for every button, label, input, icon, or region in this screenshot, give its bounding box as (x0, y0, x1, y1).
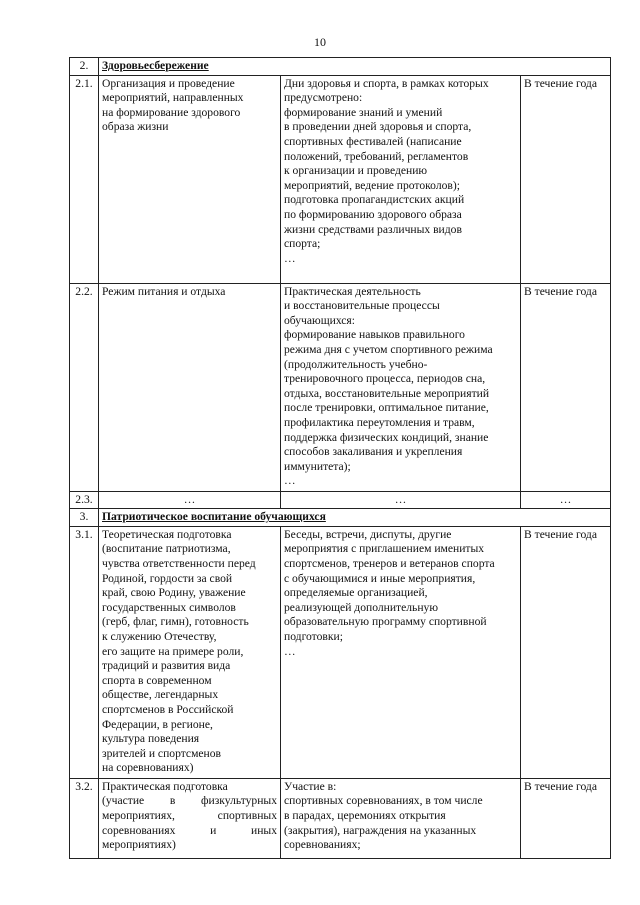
text-line: (герб, флаг, гимн), готовность (102, 615, 249, 629)
text-line: Федерации, в регионе, (102, 717, 213, 731)
section-row-3 (70, 509, 611, 527)
text-line: Режим питания и отдыха (102, 284, 226, 298)
text-line: формирование знаний и умений (284, 105, 443, 119)
activity-name (99, 526, 281, 778)
text-line: Родиной, гордости за свой (102, 571, 233, 585)
activity-term: В течение года (521, 75, 611, 283)
text-line: к организации и проведению (284, 164, 428, 178)
text-line: Беседы, встречи, диспуты, другие (284, 527, 452, 541)
row-number: 2.1. (70, 75, 99, 283)
activity-content (281, 75, 521, 283)
text-line: чувства ответственности перед (102, 556, 256, 570)
section-title: Патриотическое воспитание обучающихся (99, 509, 611, 527)
text-line: спортивных соревнованиях, в том числе (284, 794, 483, 808)
activity-name (99, 283, 281, 491)
text-line: по формированию здорового образа (284, 207, 462, 221)
text-line: после тренировки, оптимальное питание, (284, 401, 489, 415)
text-line: … (284, 474, 296, 488)
text-line: режима дня с учетом спортивного режима (284, 342, 493, 356)
text-line: подготовки; (284, 629, 343, 643)
activity-name: … (99, 491, 281, 509)
text-line: Участие в: (284, 779, 337, 793)
text-line: обучающихся: (284, 313, 355, 327)
table-row-3-2 (70, 778, 611, 858)
row-number: 2.2. (70, 283, 99, 491)
activity-term: … (521, 491, 611, 509)
text-line: на соревнованиях) (102, 761, 194, 775)
text-line: реализующей дополнительную (284, 600, 438, 614)
text-line: образа жизни (102, 120, 169, 134)
text-line: зрителей и спортсменов (102, 746, 222, 760)
text-line: спортивных фестивалей (написание (284, 134, 462, 148)
section-title: Здоровьесбережение (99, 58, 611, 76)
text-line: жизни средствами различных видов (284, 222, 462, 236)
text-line: с обучающимися и иные мероприятия, (284, 571, 476, 585)
text-line: Теоретическая подготовка (102, 527, 232, 541)
text-line: спорта; (284, 237, 321, 251)
text-line: Дни здоровья и спорта, в рамках которых (284, 76, 489, 90)
text-line: мероприятиях, спортивных (102, 808, 277, 822)
row-number: 3. (70, 509, 99, 527)
activity-name (99, 75, 281, 283)
row-number: 3.1. (70, 526, 99, 778)
text-line: способов закаливания и укрепления (284, 445, 463, 459)
text-line: предусмотрено: (284, 91, 363, 105)
activity-name (99, 778, 281, 858)
text-line: профилактика переутомления и травм, (284, 415, 475, 429)
text-line: формирование навыков правильного (284, 328, 465, 342)
text-line: определяемые организацией, (284, 586, 428, 600)
text-line: в парадах, церемониях открытия (284, 808, 446, 822)
text-line: иммунитета); (284, 459, 351, 473)
section-row-2 (70, 58, 611, 76)
text-line: спортсменов в Российской (102, 702, 234, 716)
text-line: (закрытия), награждения на указанных (284, 823, 477, 837)
row-number: 2. (70, 58, 99, 76)
text-line: Практическая подготовка (102, 779, 228, 793)
table-row-2-3 (70, 491, 611, 509)
plan-table (69, 57, 611, 859)
activity-content (281, 283, 521, 491)
text-line: (продолжительность учебно- (284, 357, 428, 371)
activity-term: В течение года (521, 526, 611, 778)
text-line: образовательную программу спортивной (284, 615, 487, 629)
text-line: (воспитание патриотизма, (102, 542, 231, 556)
table-row-2-2 (70, 283, 611, 491)
activity-content: … (281, 491, 521, 509)
text-line: спорта в современном (102, 673, 212, 687)
text-line: соревнованиях и иных (102, 823, 277, 837)
text-line: спортсменов, тренеров и ветеранов спорта (284, 556, 495, 570)
text-line: мероприятий, направленных (102, 91, 244, 105)
text-line: мероприятий, ведение протоколов); (284, 178, 460, 192)
text-line: положений, требований, регламентов (284, 149, 469, 163)
row-number: 2.3. (70, 491, 99, 509)
text-line: (участие в физкультурных (102, 794, 277, 808)
text-line: … (284, 644, 296, 658)
text-line: мероприятия с приглашением именитых (284, 542, 485, 556)
text-line: его защите на примере роли, (102, 644, 244, 658)
activity-term: В течение года (521, 778, 611, 858)
text-line: … (284, 251, 296, 265)
text-line: и восстановительные процессы (284, 299, 440, 313)
text-line: Организация и проведение (102, 76, 235, 90)
text-line: поддержка физических кондиций, знание (284, 430, 489, 444)
text-line: тренировочного процесса, периодов сна, (284, 372, 486, 386)
text-line: государственных символов (102, 600, 236, 614)
text-line: мероприятиях) (102, 838, 176, 852)
text-line: обществе, легендарных (102, 688, 219, 702)
text-line: традиций и развития вида (102, 659, 231, 673)
activity-term: В течение года (521, 283, 611, 491)
activity-content (281, 778, 521, 858)
activity-content (281, 526, 521, 778)
text-line: культура поведения (102, 732, 200, 746)
text-line: соревнованиях; (284, 838, 361, 852)
page-number: 10 (314, 35, 326, 49)
table-row-3-1 (70, 526, 611, 778)
text-line: подготовка пропагандистских акций (284, 193, 465, 207)
text-line: отдыха, восстановительные мероприятий (284, 386, 490, 400)
row-number: 3.2. (70, 778, 99, 858)
text-line: в проведении дней здоровья и спорта, (284, 120, 472, 134)
text-line: Практическая деятельность (284, 284, 421, 298)
text-line: к служению Отечеству, (102, 629, 217, 643)
text-line: край, свою Родину, уважение (102, 586, 246, 600)
text-line: на формирование здорового (102, 105, 241, 119)
table-row-2-1 (70, 75, 611, 283)
